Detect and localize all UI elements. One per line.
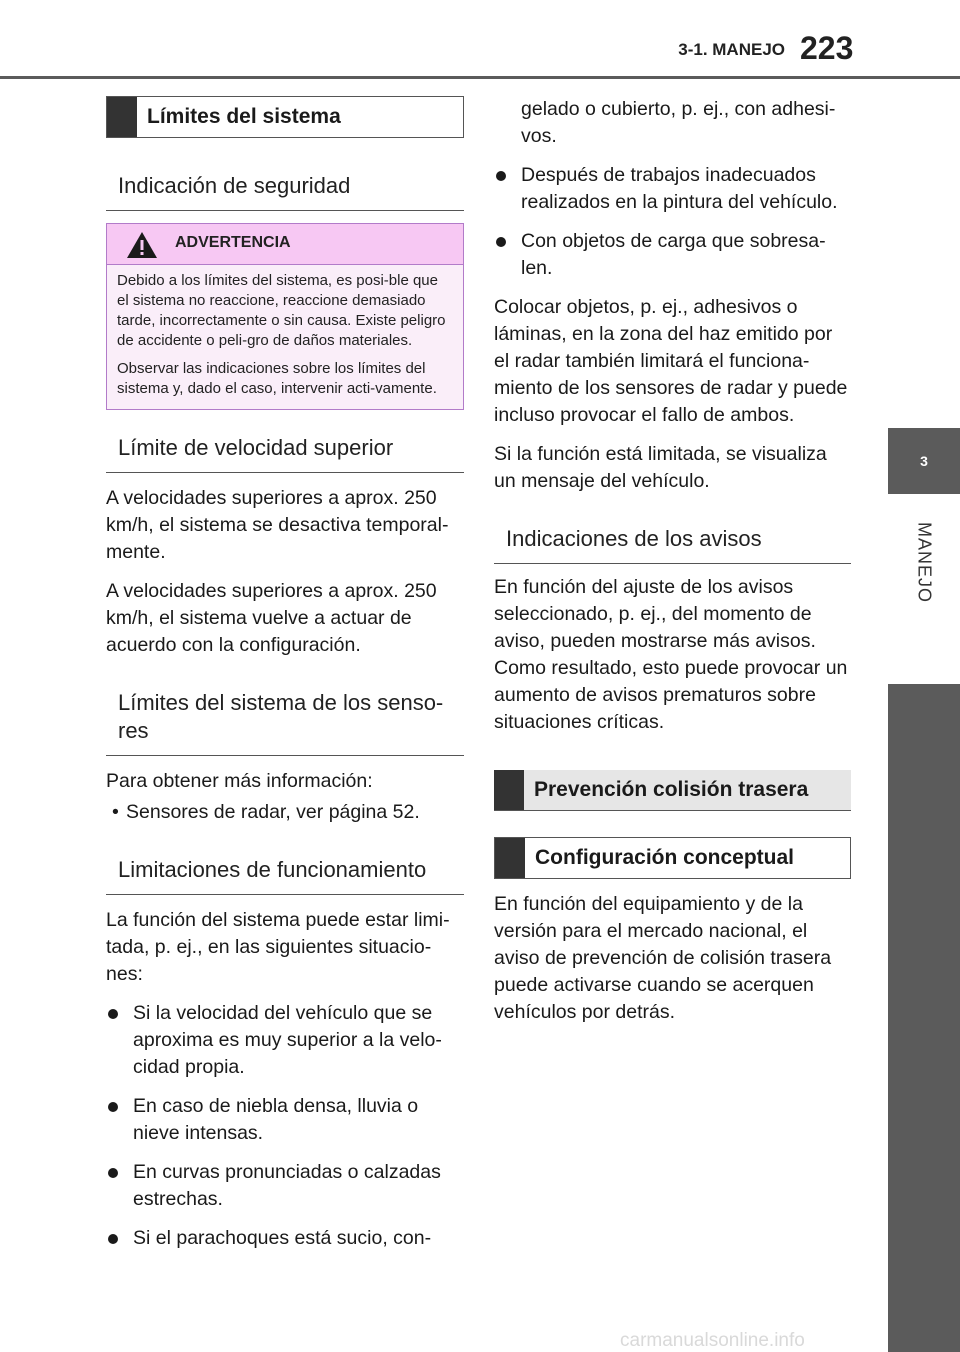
section-title: 3-1. MANEJO bbox=[678, 40, 785, 59]
paragraph: A velocidades superiores a aprox. 250 km/h, el sistema se desactiva temporal-mente. bbox=[106, 487, 449, 563]
warning-box bbox=[106, 223, 464, 410]
paragraph: A velocidades superiores a aprox. 250 km/h, el sistema vuelve a actuar de acuerdo con la configuración. bbox=[106, 580, 437, 656]
list-item bbox=[106, 799, 464, 826]
subsection-heading-box bbox=[494, 837, 851, 879]
bullet-icon bbox=[108, 1009, 118, 1019]
list-item-text: Si la velocidad del vehículo que se aproxima es muy superior a la velo-cidad propia. bbox=[133, 1002, 442, 1078]
watermark: carmanualsonline.info bbox=[620, 1330, 805, 1351]
section-heading: Límites del sistema bbox=[147, 105, 341, 128]
warning-icon bbox=[125, 230, 159, 265]
warning-text: Observar las indicaciones sobre los límites del sistema y, dado el caso, intervenir acti-vamente. bbox=[117, 360, 437, 397]
section-heading-box bbox=[494, 770, 851, 811]
list-item-text: Sensores de radar, ver página 52. bbox=[126, 801, 420, 823]
header-rule bbox=[0, 76, 960, 79]
section-heading: Prevención colisión trasera bbox=[534, 778, 809, 801]
subheading: Límites del sistema de los senso-res bbox=[106, 681, 464, 756]
heading-bar bbox=[495, 838, 525, 878]
list-item-text: Con objetos de carga que sobresa-len. bbox=[521, 230, 826, 279]
list-item-continuation: gelado o cubierto, p. ej., con adhesi-vos. bbox=[521, 98, 836, 147]
bullet-icon bbox=[108, 1102, 118, 1112]
warning-header bbox=[107, 224, 463, 265]
list-item bbox=[106, 1225, 464, 1252]
list-item-text: Si el parachoques está sucio, con- bbox=[133, 1227, 432, 1249]
list-item bbox=[106, 1093, 464, 1147]
list-item bbox=[106, 1000, 464, 1081]
list-item bbox=[106, 1159, 464, 1213]
subheading: Indicaciones de los avisos bbox=[494, 517, 851, 564]
paragraph: Para obtener más información: bbox=[106, 770, 373, 792]
subsection-heading: Configuración conceptual bbox=[535, 846, 795, 869]
subheading: Límite de velocidad superior bbox=[106, 426, 464, 473]
chapter-tab-bar bbox=[888, 684, 960, 1352]
chapter-tab-label: MANEJO bbox=[914, 522, 935, 604]
list-item-text: En curvas pronunciadas o calzadas estrechas. bbox=[133, 1161, 441, 1210]
paragraph: En función del equipamiento y de la versión para el mercado nacional, el aviso de prevención de colisión trasera puede activarse cuando se acerquen vehículos por detrás. bbox=[494, 893, 832, 1023]
paragraph: Si la función está limitada, se visualiza un mensaje del vehículo. bbox=[494, 443, 827, 492]
page-number: 223 bbox=[800, 30, 854, 66]
bullet-icon bbox=[496, 171, 506, 181]
bullet-icon bbox=[108, 1168, 118, 1178]
left-column bbox=[106, 96, 464, 1264]
warning-text: Debido a los límites del sistema, es posi-ble que el sistema no reaccione, reaccione demasiado tarde, incorrectamente o sin causa. Existe peligro de accidente o peli-gro de daños materiales. bbox=[117, 272, 446, 349]
list-item bbox=[494, 228, 851, 282]
subheading: Indicación de seguridad bbox=[106, 164, 464, 211]
bullet-icon bbox=[108, 1234, 118, 1244]
bullet-dot-icon: • bbox=[112, 801, 119, 823]
subheading: Limitaciones de funcionamiento bbox=[106, 848, 464, 895]
paragraph: Colocar objetos, p. ej., adhesivos o láminas, en la zona del haz emitido por el radar también limitará el funciona-miento de los sensores de radar y puede incluso provocar el fallo de ambos. bbox=[494, 296, 848, 426]
bullet-icon bbox=[496, 237, 506, 247]
heading-bar bbox=[494, 770, 524, 810]
chapter-tab-number: 3 bbox=[888, 428, 960, 494]
list-item-text: En caso de niebla densa, lluvia o nieve intensas. bbox=[133, 1095, 419, 1144]
warning-label: ADVERTENCIA bbox=[175, 234, 291, 251]
warning-body bbox=[107, 265, 463, 409]
right-column bbox=[494, 96, 851, 1038]
paragraph: En función del ajuste de los avisos seleccionado, p. ej., del momento de aviso, pueden mostrarse más avisos. Como resultado, esto puede provocar un aumento de avisos prematuros sobre situaciones críticas. bbox=[494, 576, 848, 733]
heading-bar bbox=[107, 97, 137, 137]
chapter-tab bbox=[888, 494, 960, 684]
section-heading-box bbox=[106, 96, 464, 138]
list-item-text: Después de trabajos inadecuados realizados en la pintura del vehículo. bbox=[521, 164, 838, 213]
list-item bbox=[494, 162, 851, 216]
paragraph: La función del sistema puede estar limi-tada, p. ej., en las siguientes situacio-nes: bbox=[106, 909, 450, 985]
